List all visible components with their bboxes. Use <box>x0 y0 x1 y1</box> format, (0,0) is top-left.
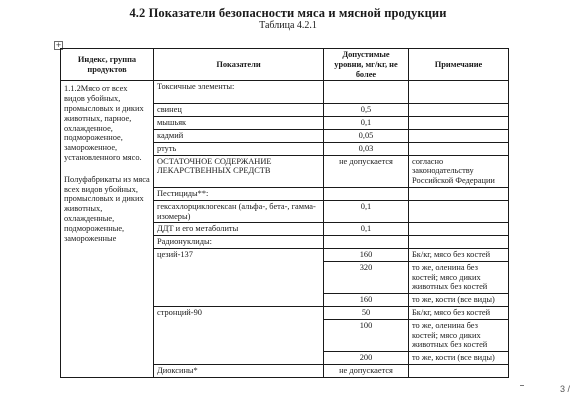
indicator-cell: Пестициды**: <box>154 187 324 200</box>
table-caption: Таблица 4.2.1 <box>259 20 317 31</box>
indicator-cell: гексахлорциклогексан (альфа-, бета-, гамма-изомеры) <box>154 200 324 223</box>
page-number: 3 / <box>559 384 570 394</box>
note-cell: то же, оленина без костей; мясо диких животных без костей <box>409 261 509 293</box>
header-product-group: Индекс, группа продуктов <box>61 49 154 81</box>
level-cell <box>324 81 409 104</box>
indicator-cell: Диоксины* <box>154 364 324 377</box>
note-cell <box>409 236 509 249</box>
level-cell: не допускается <box>324 364 409 377</box>
table-header-row <box>61 49 509 81</box>
note-cell <box>409 223 509 236</box>
level-cell: 0,05 <box>324 129 409 142</box>
level-cell: 0,1 <box>324 223 409 236</box>
level-cell: 0,1 <box>324 200 409 223</box>
strontium-indicator-cell: стронций-90 <box>154 306 324 364</box>
product-group-cell <box>61 81 154 377</box>
note-cell: Бк/кг, мясо без костей <box>409 248 509 261</box>
header-permissible-levels: Допустимые уровни, мг/кг, не более <box>324 49 409 81</box>
level-cell: не допускается <box>324 155 409 187</box>
level-cell: 160 <box>324 294 409 307</box>
indicator-cell: свинец <box>154 104 324 117</box>
note-cell <box>409 117 509 130</box>
note-cell <box>409 104 509 117</box>
level-cell: 0,5 <box>324 104 409 117</box>
table-row <box>61 81 509 104</box>
semi-finished-group-label: Полуфабрикаты из мяса всех видов убойных, промысловых и диких животных, охлажденные, подмороженные, замороженные <box>64 174 150 243</box>
product-group-label: 1.1.2Мясо от всех видов убойных, промысловых и диких животных, парное, охлажденное, подмороженное, замороженное, установленного мясо. <box>64 84 144 162</box>
margin-mark <box>520 385 524 386</box>
note-cell <box>409 129 509 142</box>
note-cell <box>409 187 509 200</box>
level-cell: 160 <box>324 248 409 261</box>
indicator-cell: ДДТ и его метаболиты <box>154 223 324 236</box>
note-cell: Бк/кг, мясо без костей <box>409 306 509 319</box>
level-cell: 50 <box>324 306 409 319</box>
indicator-cell: Радионуклиды: <box>154 236 324 249</box>
level-cell: 320 <box>324 261 409 293</box>
indicator-cell: ртуть <box>154 142 324 155</box>
safety-table <box>60 48 509 378</box>
table-move-handle-icon[interactable]: + <box>55 41 62 49</box>
header-indicators: Показатели <box>154 49 324 81</box>
note-cell <box>409 142 509 155</box>
note-cell <box>409 81 509 104</box>
indicator-cell: ОСТАТОЧНОЕ СОДЕРЖАНИЕ ЛЕКАРСТВЕННЫХ СРЕДСТВ <box>154 155 324 187</box>
level-cell: 0,03 <box>324 142 409 155</box>
level-cell <box>324 187 409 200</box>
level-cell: 200 <box>324 352 409 365</box>
indicator-cell: Токсичные элементы: <box>154 81 324 104</box>
note-cell: то же, кости (все виды) <box>409 294 509 307</box>
indicator-cell: кадмий <box>154 129 324 142</box>
cesium-indicator-cell: цезий-137 <box>154 248 324 306</box>
note-cell: то же, кости (все виды) <box>409 352 509 365</box>
note-cell: согласно законодательству Российской Федерации <box>409 155 509 187</box>
level-cell: 0,1 <box>324 117 409 130</box>
section-heading: 4.2 Показатели безопасности мяса и мясной продукции <box>129 6 447 20</box>
note-cell <box>409 364 509 377</box>
header-note: Примечание <box>409 49 509 81</box>
level-cell: 100 <box>324 319 409 351</box>
indicator-cell: мышьяк <box>154 117 324 130</box>
note-cell <box>409 200 509 223</box>
level-cell <box>324 236 409 249</box>
note-cell: то же, оленина без костей; мясо диких животных без костей <box>409 319 509 351</box>
